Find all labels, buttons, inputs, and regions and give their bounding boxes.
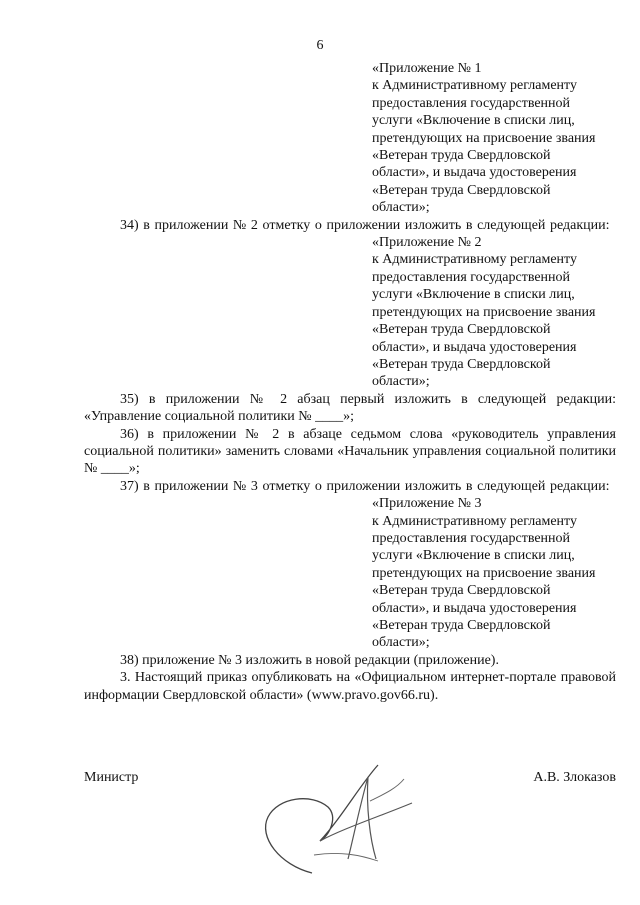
paragraph-item-35: 35) в приложении № 2 абзац первый изложить в следующей редакции: «Управление социальной политики № ____»; [84, 391, 616, 425]
appendix-line: «Приложение № 2 [372, 235, 482, 251]
appendix-line: «Ветеран труда Свердловской [372, 148, 551, 164]
handwritten-signature-icon [250, 755, 420, 885]
appendix-line: претендующих на присвоение звания [372, 304, 596, 320]
paragraph-item-3: 3. Настоящий приказ опубликовать на «Официальном интернет-портале правовой информации Свердловской области» (www.pravo.gov66.ru). [84, 670, 616, 703]
appendix-line: области», и выдача удостоверения [372, 165, 577, 181]
appendix-line: претендующих на присвоение звания [372, 130, 596, 146]
appendix-line: «Ветеран труда Свердловской [372, 356, 551, 372]
appendix-reference-1 [372, 60, 616, 217]
paragraph-item-37: 37) в приложении № 3 отметку о приложении изложить в следующей редакции: [120, 478, 610, 494]
paragraph-item-38: 38) приложение № 3 изложить в новой редакции (приложение). [120, 652, 499, 668]
appendix-line: «Ветеран труда Свердловской [372, 322, 551, 338]
paragraph-item-36: 36) в приложении № 2 в абзаце седьмом слова «руководитель управления социальной политики» заменить словами «Начальник управления социальной политики № ____»; [84, 426, 616, 477]
appendix-line: услуги «Включение в списки лиц, [372, 287, 575, 303]
appendix-line: «Ветеран труда Свердловской [372, 182, 551, 198]
appendix-line: области», и выдача удостоверения [372, 600, 577, 616]
appendix-line: «Приложение № 1 [372, 61, 482, 76]
page-number: 6 [316, 38, 324, 53]
appendix-line: предоставления государственной [372, 269, 571, 285]
appendix-line: области», и выдача удостоверения [372, 339, 577, 355]
appendix-line: к Административному регламенту [372, 252, 577, 268]
appendix-line: «Приложение № 3 [372, 496, 482, 512]
appendix-line: к Административному регламенту [372, 78, 577, 94]
appendix-line: области»; [372, 200, 430, 216]
signatory-title: Министр [84, 770, 139, 785]
appendix-line: области»; [372, 374, 430, 390]
appendix-reference-2 [372, 234, 616, 391]
appendix-line: претендующих на присвоение звания [372, 565, 596, 581]
appendix-line: области»; [372, 635, 430, 651]
appendix-line: предоставления государственной [372, 95, 571, 111]
appendix-line: «Ветеран труда Свердловской [372, 618, 551, 633]
appendix-line: предоставления государственной [372, 530, 571, 546]
appendix-line: услуги «Включение в списки лиц, [372, 548, 575, 564]
appendix-line: к Административному регламенту [372, 513, 577, 529]
signatory-name: А.В. Злоказов [533, 770, 616, 785]
appendix-line: «Ветеран труда Свердловской [372, 583, 551, 599]
appendix-line: услуги «Включение в списки лиц, [372, 113, 575, 129]
paragraph-item-34: 34) в приложении № 2 отметку о приложении изложить в следующей редакции: [120, 217, 610, 233]
document-body [84, 60, 616, 704]
appendix-reference-3 [372, 495, 616, 652]
